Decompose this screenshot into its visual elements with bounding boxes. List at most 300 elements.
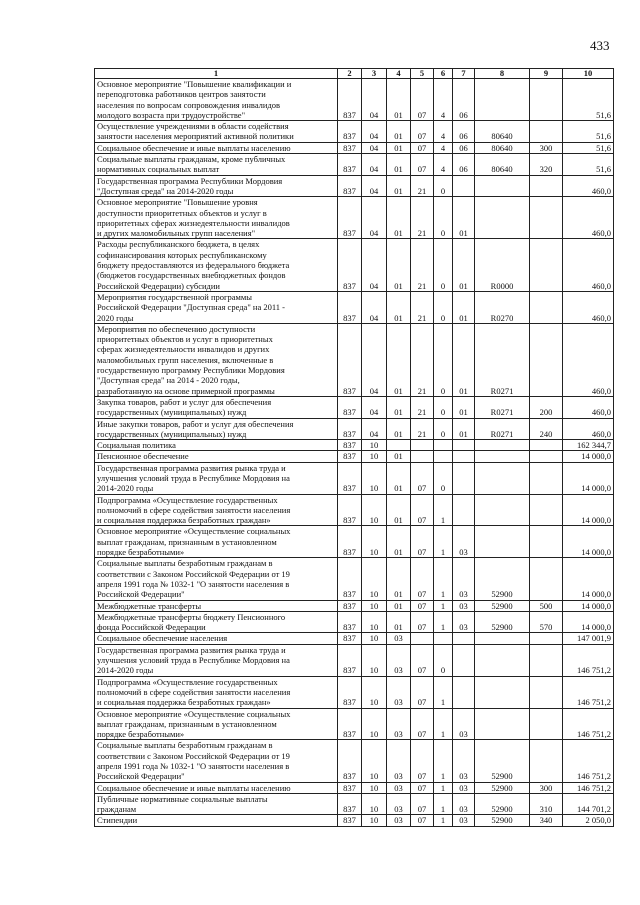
cell-program: 21 <box>411 396 434 418</box>
cell-subprogram: 0 <box>434 396 453 418</box>
cell-expense-type: 240 <box>530 418 563 440</box>
cell-expense-direction <box>475 494 530 526</box>
cell-program: 07 <box>411 782 434 793</box>
cell-expense-type <box>530 291 563 323</box>
cell-subprogram: 1 <box>434 494 453 526</box>
table-row <box>95 644 614 676</box>
cell-subprogram: 0 <box>434 462 453 494</box>
cell-ministry-code: 837 <box>338 121 362 143</box>
cell-subsection: 03 <box>387 793 411 815</box>
column-header: 9 <box>530 69 563 79</box>
cell-expense-direction: 80640 <box>475 121 530 143</box>
cell-program: 07 <box>411 644 434 676</box>
cell-program: 07 <box>411 676 434 708</box>
cell-ministry-code: 837 <box>338 793 362 815</box>
cell-main-activity: 01 <box>453 291 475 323</box>
cell-ministry-code: 837 <box>338 633 362 644</box>
cell-program: 07 <box>411 815 434 826</box>
row-name: Основное мероприятие «Осуществление социальных выплат гражданам, признанным в установленном порядке безработными» <box>95 708 338 740</box>
cell-amount: 146 751,2 <box>563 676 614 708</box>
row-name: Социальные выплаты безработным гражданам в соответствии с Законом Российской Федерации от 19 апреля 1991 года № 1032-1 "О занятости населения в Российской Федерации" <box>95 740 338 782</box>
cell-ministry-code: 837 <box>338 644 362 676</box>
cell-amount: 162 344,7 <box>563 440 614 451</box>
row-name: Межбюджетные трансферты <box>95 600 338 611</box>
cell-program: 07 <box>411 142 434 153</box>
cell-program: 07 <box>411 740 434 782</box>
cell-expense-type <box>530 526 563 558</box>
cell-subsection: 01 <box>387 175 411 197</box>
cell-section: 10 <box>362 676 387 708</box>
cell-amount: 147 001,9 <box>563 633 614 644</box>
budget-table <box>94 68 614 827</box>
table-row <box>95 440 614 451</box>
cell-main-activity: 03 <box>453 611 475 633</box>
table-row <box>95 815 614 826</box>
cell-section: 10 <box>362 644 387 676</box>
cell-expense-type <box>530 197 563 239</box>
cell-amount: 146 751,2 <box>563 740 614 782</box>
column-header: 2 <box>338 69 362 79</box>
cell-expense-direction: R0270 <box>475 291 530 323</box>
table-row <box>95 740 614 782</box>
row-name: Государственная программа Республики Мордовия "Доступная среда" на 2014-2020 годы <box>95 175 338 197</box>
table-row <box>95 782 614 793</box>
cell-program: 21 <box>411 175 434 197</box>
cell-subprogram <box>434 440 453 451</box>
table-row <box>95 494 614 526</box>
cell-section: 04 <box>362 154 387 176</box>
column-header: 10 <box>563 69 614 79</box>
table-row <box>95 633 614 644</box>
cell-expense-type <box>530 323 563 396</box>
cell-main-activity: 01 <box>453 323 475 396</box>
cell-expense-type: 340 <box>530 815 563 826</box>
cell-section: 10 <box>362 451 387 462</box>
cell-amount: 146 751,2 <box>563 782 614 793</box>
row-name: Межбюджетные трансферты бюджету Пенсионного фонда Российской Федерации <box>95 611 338 633</box>
cell-subsection: 01 <box>387 154 411 176</box>
column-header: 8 <box>475 69 530 79</box>
cell-main-activity: 03 <box>453 708 475 740</box>
cell-subsection: 01 <box>387 462 411 494</box>
cell-expense-direction <box>475 440 530 451</box>
table-row <box>95 600 614 611</box>
cell-section: 10 <box>362 815 387 826</box>
cell-ministry-code: 837 <box>338 440 362 451</box>
row-name: Осуществление учреждениями в области содействия занятости населения мероприятий активной политики <box>95 121 338 143</box>
cell-program: 07 <box>411 79 434 121</box>
cell-amount: 51,6 <box>563 79 614 121</box>
cell-section: 10 <box>362 526 387 558</box>
cell-expense-direction <box>475 526 530 558</box>
cell-amount: 14 000,0 <box>563 611 614 633</box>
cell-subprogram: 1 <box>434 600 453 611</box>
cell-program: 07 <box>411 526 434 558</box>
cell-subsection: 01 <box>387 396 411 418</box>
table-row <box>95 676 614 708</box>
table-row <box>95 708 614 740</box>
row-name: Мероприятия государственной программы Российской Федерации "Доступная среда" на 2011 - 2020 годы <box>95 291 338 323</box>
table-row <box>95 175 614 197</box>
cell-main-activity: 03 <box>453 782 475 793</box>
cell-subprogram: 0 <box>434 323 453 396</box>
cell-section: 04 <box>362 79 387 121</box>
row-name: Закупка товаров, работ и услуг для обеспечения государственных (муниципальных) нужд <box>95 396 338 418</box>
cell-subsection: 01 <box>387 558 411 600</box>
cell-ministry-code: 837 <box>338 494 362 526</box>
cell-amount: 460,0 <box>563 197 614 239</box>
table-row <box>95 197 614 239</box>
cell-program: 21 <box>411 323 434 396</box>
cell-subprogram: 0 <box>434 197 453 239</box>
cell-section: 10 <box>362 611 387 633</box>
cell-main-activity: 03 <box>453 793 475 815</box>
row-name: Мероприятия по обеспечению доступности приоритетных объектов и услуг в приоритетных сферах жизнедеятельности инвалидов и других маломобильных групп населения, включенные в государственную программу Республики Мордовия "Доступная среда" на 2014 - 2020 годы, разработанную на основе примерной программы <box>95 323 338 396</box>
cell-main-activity: 06 <box>453 121 475 143</box>
cell-section: 04 <box>362 142 387 153</box>
cell-amount: 51,6 <box>563 142 614 153</box>
cell-subsection: 01 <box>387 494 411 526</box>
cell-section: 04 <box>362 197 387 239</box>
row-name: Социальные выплаты гражданам, кроме публичных нормативных социальных выплат <box>95 154 338 176</box>
cell-subprogram: 1 <box>434 611 453 633</box>
cell-section: 04 <box>362 396 387 418</box>
cell-expense-direction: 52900 <box>475 740 530 782</box>
cell-subprogram <box>434 633 453 644</box>
cell-main-activity <box>453 440 475 451</box>
cell-program: 07 <box>411 793 434 815</box>
cell-section: 04 <box>362 175 387 197</box>
row-name: Социальное обеспечение и иные выплаты населению <box>95 142 338 153</box>
cell-amount: 14 000,0 <box>563 558 614 600</box>
cell-subprogram <box>434 451 453 462</box>
cell-ministry-code: 837 <box>338 418 362 440</box>
column-header: 4 <box>387 69 411 79</box>
cell-section: 10 <box>362 633 387 644</box>
cell-ministry-code: 837 <box>338 239 362 291</box>
table-row <box>95 323 614 396</box>
cell-main-activity: 03 <box>453 740 475 782</box>
cell-expense-direction <box>475 644 530 676</box>
cell-main-activity <box>453 633 475 644</box>
cell-ministry-code: 837 <box>338 558 362 600</box>
cell-expense-direction: 80640 <box>475 154 530 176</box>
cell-expense-direction: R0000 <box>475 239 530 291</box>
cell-subprogram: 1 <box>434 740 453 782</box>
cell-program: 21 <box>411 197 434 239</box>
cell-amount: 460,0 <box>563 175 614 197</box>
cell-main-activity: 06 <box>453 142 475 153</box>
cell-subprogram: 1 <box>434 558 453 600</box>
column-header: 5 <box>411 69 434 79</box>
cell-expense-direction: 80640 <box>475 142 530 153</box>
cell-subprogram: 4 <box>434 154 453 176</box>
cell-section: 10 <box>362 600 387 611</box>
cell-program <box>411 633 434 644</box>
cell-section: 04 <box>362 323 387 396</box>
column-header: 1 <box>95 69 338 79</box>
cell-section: 10 <box>362 440 387 451</box>
cell-amount: 460,0 <box>563 418 614 440</box>
cell-section: 04 <box>362 291 387 323</box>
cell-subsection: 03 <box>387 740 411 782</box>
cell-subsection: 03 <box>387 633 411 644</box>
cell-program: 21 <box>411 291 434 323</box>
cell-subsection: 01 <box>387 79 411 121</box>
cell-expense-type: 500 <box>530 600 563 611</box>
cell-section: 10 <box>362 782 387 793</box>
cell-subsection: 01 <box>387 121 411 143</box>
cell-program: 07 <box>411 121 434 143</box>
cell-expense-type <box>530 644 563 676</box>
cell-subsection: 01 <box>387 197 411 239</box>
cell-program: 07 <box>411 494 434 526</box>
table-row <box>95 239 614 291</box>
cell-expense-direction: R0271 <box>475 418 530 440</box>
cell-ministry-code: 837 <box>338 708 362 740</box>
cell-expense-direction: 52900 <box>475 611 530 633</box>
row-name: Основное мероприятие "Повышение квалификации и переподготовка работников центров занятости населения по вопросам сопровождения инвалидов молодого возраста при трудоустройстве" <box>95 79 338 121</box>
cell-amount: 144 701,2 <box>563 793 614 815</box>
cell-subsection: 01 <box>387 291 411 323</box>
table-row <box>95 154 614 176</box>
table-row <box>95 291 614 323</box>
table-row <box>95 142 614 153</box>
cell-subsection: 01 <box>387 600 411 611</box>
column-header: 7 <box>453 69 475 79</box>
row-name: Расходы республиканского бюджета, в целях софинансирования которых республиканскому бюджету предоставляются из федерального бюджета (бюджетов государственных внебюджетных фондов Российской Федерации) субсидии <box>95 239 338 291</box>
row-name: Иные закупки товаров, работ и услуг для обеспечения государственных (муниципальных) нужд <box>95 418 338 440</box>
cell-ministry-code: 837 <box>338 197 362 239</box>
table-body <box>95 79 614 827</box>
header-row <box>95 69 614 79</box>
cell-expense-type <box>530 708 563 740</box>
cell-expense-direction: R0271 <box>475 396 530 418</box>
cell-amount: 146 751,2 <box>563 644 614 676</box>
row-name: Подпрограмма «Осуществление государственных полномочий в сфере содействия занятости населения и социальная поддержка безработных граждан» <box>95 494 338 526</box>
cell-section: 10 <box>362 708 387 740</box>
cell-subsection: 01 <box>387 418 411 440</box>
cell-amount: 14 000,0 <box>563 526 614 558</box>
cell-amount: 14 000,0 <box>563 600 614 611</box>
cell-subprogram: 4 <box>434 79 453 121</box>
cell-subprogram: 0 <box>434 175 453 197</box>
cell-expense-type: 300 <box>530 142 563 153</box>
cell-main-activity <box>453 451 475 462</box>
cell-subprogram: 1 <box>434 815 453 826</box>
cell-program: 07 <box>411 462 434 494</box>
row-name: Социальные выплаты безработным гражданам в соответствии с Законом Российской Федерации от 19 апреля 1991 года № 1032-1 "О занятости населения в Российской Федерации" <box>95 558 338 600</box>
cell-section: 10 <box>362 462 387 494</box>
cell-expense-type <box>530 633 563 644</box>
cell-ministry-code: 837 <box>338 782 362 793</box>
cell-main-activity <box>453 462 475 494</box>
cell-subsection: 03 <box>387 644 411 676</box>
row-name: Основное мероприятие "Повышение уровня доступности приоритетных объектов и услуг в приоритетных сферах жизнедеятельности инвалидов и других маломобильных групп населения" <box>95 197 338 239</box>
cell-subsection: 01 <box>387 526 411 558</box>
cell-subprogram: 1 <box>434 782 453 793</box>
cell-expense-type: 320 <box>530 154 563 176</box>
cell-subsection: 01 <box>387 451 411 462</box>
cell-expense-direction <box>475 462 530 494</box>
cell-program: 07 <box>411 154 434 176</box>
cell-expense-type <box>530 462 563 494</box>
cell-section: 10 <box>362 740 387 782</box>
cell-amount: 460,0 <box>563 239 614 291</box>
cell-program: 21 <box>411 418 434 440</box>
cell-ministry-code: 837 <box>338 740 362 782</box>
cell-subprogram: 0 <box>434 644 453 676</box>
cell-ministry-code: 837 <box>338 396 362 418</box>
row-name: Социальное обеспечение и иные выплаты населению <box>95 782 338 793</box>
cell-expense-direction <box>475 633 530 644</box>
cell-expense-direction <box>475 708 530 740</box>
cell-subprogram: 0 <box>434 291 453 323</box>
cell-ministry-code: 837 <box>338 323 362 396</box>
cell-amount: 14 000,0 <box>563 494 614 526</box>
page-number: 433 <box>590 38 610 53</box>
cell-main-activity <box>453 676 475 708</box>
table-row <box>95 79 614 121</box>
row-name: Публичные нормативные социальные выплаты гражданам <box>95 793 338 815</box>
cell-section: 04 <box>362 418 387 440</box>
cell-expense-direction <box>475 79 530 121</box>
cell-program: 07 <box>411 600 434 611</box>
cell-subprogram: 1 <box>434 526 453 558</box>
cell-section: 10 <box>362 494 387 526</box>
row-name: Стипендии <box>95 815 338 826</box>
cell-ministry-code: 837 <box>338 676 362 708</box>
cell-subsection: 03 <box>387 676 411 708</box>
cell-program: 07 <box>411 558 434 600</box>
row-name: Государственная программа развития рынка труда и улучшения условий труда в Республике Мордовия на 2014-2020 годы <box>95 644 338 676</box>
cell-expense-type <box>530 79 563 121</box>
cell-subsection: 03 <box>387 815 411 826</box>
row-name: Социальное обеспечение населения <box>95 633 338 644</box>
table-row <box>95 451 614 462</box>
table-row <box>95 526 614 558</box>
cell-program <box>411 440 434 451</box>
cell-program: 07 <box>411 708 434 740</box>
cell-amount: 51,6 <box>563 121 614 143</box>
cell-amount: 51,6 <box>563 154 614 176</box>
cell-program <box>411 451 434 462</box>
row-name: Пенсионное обеспечение <box>95 451 338 462</box>
cell-ministry-code: 837 <box>338 79 362 121</box>
row-name: Социальная политика <box>95 440 338 451</box>
cell-ministry-code: 837 <box>338 526 362 558</box>
cell-amount: 146 751,2 <box>563 708 614 740</box>
cell-expense-type: 570 <box>530 611 563 633</box>
cell-section: 04 <box>362 121 387 143</box>
cell-expense-direction <box>475 676 530 708</box>
cell-main-activity: 06 <box>453 154 475 176</box>
cell-amount: 14 000,0 <box>563 451 614 462</box>
cell-expense-direction <box>475 197 530 239</box>
cell-expense-direction <box>475 451 530 462</box>
column-header: 6 <box>434 69 453 79</box>
cell-ministry-code: 837 <box>338 291 362 323</box>
cell-expense-type <box>530 239 563 291</box>
cell-subsection: 01 <box>387 611 411 633</box>
cell-main-activity: 06 <box>453 79 475 121</box>
table-row <box>95 462 614 494</box>
table-row <box>95 396 614 418</box>
cell-subsection: 01 <box>387 323 411 396</box>
cell-subprogram: 1 <box>434 708 453 740</box>
cell-ministry-code: 837 <box>338 142 362 153</box>
table-row <box>95 418 614 440</box>
table-row <box>95 558 614 600</box>
cell-expense-type: 200 <box>530 396 563 418</box>
cell-amount: 14 000,0 <box>563 462 614 494</box>
cell-main-activity: 03 <box>453 526 475 558</box>
cell-subprogram: 4 <box>434 142 453 153</box>
cell-subprogram: 0 <box>434 239 453 291</box>
cell-expense-type <box>530 740 563 782</box>
cell-section: 10 <box>362 793 387 815</box>
cell-ministry-code: 837 <box>338 175 362 197</box>
cell-subprogram: 0 <box>434 418 453 440</box>
cell-ministry-code: 837 <box>338 611 362 633</box>
cell-expense-direction: 52900 <box>475 558 530 600</box>
table-row <box>95 121 614 143</box>
cell-expense-direction: 52900 <box>475 782 530 793</box>
row-name: Государственная программа развития рынка труда и улучшения условий труда в Республике Мордовия на 2014-2020 годы <box>95 462 338 494</box>
cell-section: 10 <box>362 558 387 600</box>
cell-amount: 460,0 <box>563 323 614 396</box>
cell-subprogram: 1 <box>434 676 453 708</box>
cell-ministry-code: 837 <box>338 154 362 176</box>
cell-amount: 2 050,0 <box>563 815 614 826</box>
cell-subprogram: 4 <box>434 121 453 143</box>
cell-main-activity <box>453 494 475 526</box>
cell-program: 07 <box>411 611 434 633</box>
cell-expense-type <box>530 175 563 197</box>
cell-main-activity: 01 <box>453 197 475 239</box>
cell-main-activity: 03 <box>453 600 475 611</box>
cell-ministry-code: 837 <box>338 815 362 826</box>
row-name: Подпрограмма «Осуществление государственных полномочий в сфере содействия занятости населения и социальная поддержка безработных граждан» <box>95 676 338 708</box>
cell-expense-direction: 52900 <box>475 600 530 611</box>
cell-subprogram: 1 <box>434 793 453 815</box>
cell-subsection: 01 <box>387 142 411 153</box>
cell-expense-type <box>530 121 563 143</box>
cell-section: 04 <box>362 239 387 291</box>
row-name: Основное мероприятие «Осуществление социальных выплат гражданам, признанным в установленном порядке безработными» <box>95 526 338 558</box>
cell-subsection: 01 <box>387 239 411 291</box>
cell-main-activity: 01 <box>453 418 475 440</box>
cell-ministry-code: 837 <box>338 600 362 611</box>
cell-main-activity: 03 <box>453 558 475 600</box>
cell-expense-direction: 52900 <box>475 793 530 815</box>
cell-main-activity: 01 <box>453 396 475 418</box>
cell-main-activity: 01 <box>453 239 475 291</box>
table-row <box>95 793 614 815</box>
cell-expense-type <box>530 440 563 451</box>
cell-expense-type: 310 <box>530 793 563 815</box>
cell-expense-type <box>530 676 563 708</box>
cell-main-activity <box>453 644 475 676</box>
cell-expense-type <box>530 494 563 526</box>
cell-ministry-code: 837 <box>338 462 362 494</box>
cell-expense-direction <box>475 175 530 197</box>
cell-expense-type <box>530 451 563 462</box>
cell-subsection: 03 <box>387 782 411 793</box>
cell-subsection: 03 <box>387 708 411 740</box>
cell-expense-direction: R0271 <box>475 323 530 396</box>
column-header: 3 <box>362 69 387 79</box>
